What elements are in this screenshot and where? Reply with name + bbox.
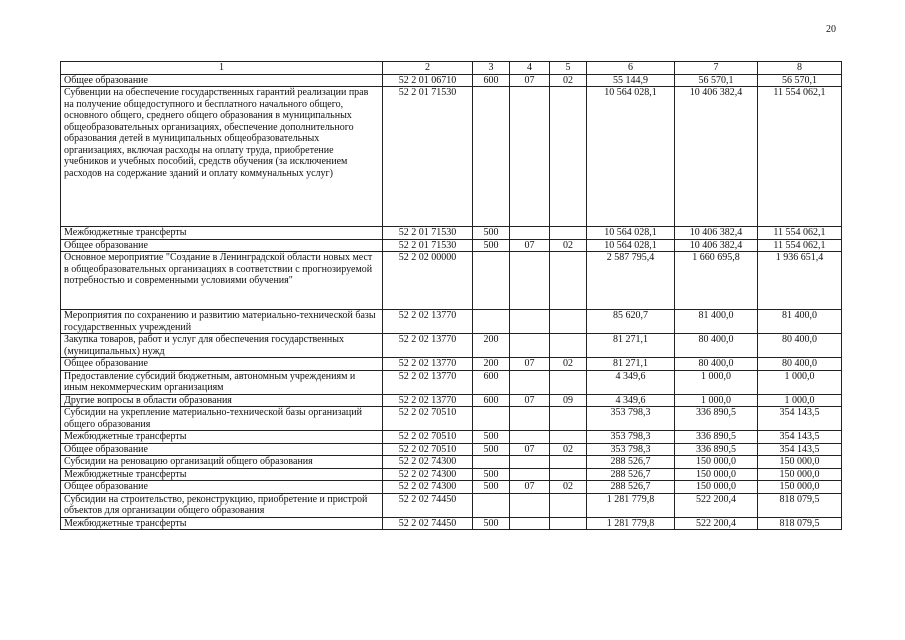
header-cell: 2: [383, 62, 473, 75]
amount-year2-cell: 10 406 382,4: [675, 227, 758, 240]
page-number: 20: [826, 24, 836, 35]
amount-year2-cell: 150 000,0: [675, 456, 758, 469]
amount-year3-cell: 80 400,0: [758, 334, 842, 358]
amount-year3-cell: 1 936 651,4: [758, 252, 842, 310]
subsection-cell: 02: [550, 358, 587, 371]
target-code-cell: 52 2 01 71530: [383, 227, 473, 240]
amount-year1-cell: 55 144,9: [587, 74, 675, 87]
amount-year2-cell: 336 890,5: [675, 443, 758, 456]
subsection-cell: 02: [550, 74, 587, 87]
expense-type-cell: 500: [473, 443, 510, 456]
table-row: [61, 358, 842, 371]
expense-type-cell: [473, 456, 510, 469]
subsection-cell: [550, 407, 587, 431]
table-row: [61, 310, 842, 334]
target-code-cell: 52 2 02 74300: [383, 456, 473, 469]
target-code-cell: 52 2 02 13770: [383, 334, 473, 358]
subsection-cell: [550, 517, 587, 530]
subsection-cell: [550, 370, 587, 394]
target-code-cell: 52 2 02 74300: [383, 468, 473, 481]
amount-year2-cell: 150 000,0: [675, 468, 758, 481]
section-cell: [510, 334, 550, 358]
expense-type-cell: 500: [473, 517, 510, 530]
section-cell: 07: [510, 394, 550, 407]
table-row: [61, 87, 842, 227]
amount-year2-cell: 522 200,4: [675, 517, 758, 530]
expense-type-cell: [473, 407, 510, 431]
amount-year3-cell: 11 554 062,1: [758, 87, 842, 227]
table-row: [61, 227, 842, 240]
target-code-cell: 52 2 01 71530: [383, 239, 473, 252]
amount-year3-cell: 11 554 062,1: [758, 239, 842, 252]
table-row: [61, 239, 842, 252]
header-cell: 6: [587, 62, 675, 75]
amount-year2-cell: 56 570,1: [675, 74, 758, 87]
header-cell: 5: [550, 62, 587, 75]
subsection-cell: [550, 227, 587, 240]
row-name-cell: Предоставление субсидий бюджетным, автономным учреждениям и иным некоммерческим организациям: [61, 370, 383, 394]
amount-year1-cell: 10 564 028,1: [587, 239, 675, 252]
target-code-cell: 52 2 02 13770: [383, 310, 473, 334]
section-cell: [510, 87, 550, 227]
expense-type-cell: [473, 87, 510, 227]
table-row: [61, 370, 842, 394]
amount-year1-cell: 353 798,3: [587, 443, 675, 456]
table-row: [61, 517, 842, 530]
amount-year2-cell: 1 000,0: [675, 394, 758, 407]
row-name-cell: Общее образование: [61, 443, 383, 456]
table-row: [61, 443, 842, 456]
row-name-cell: Другие вопросы в области образования: [61, 394, 383, 407]
amount-year3-cell: 150 000,0: [758, 456, 842, 469]
subsection-cell: [550, 468, 587, 481]
subsection-cell: [550, 334, 587, 358]
target-code-cell: 52 2 02 13770: [383, 370, 473, 394]
section-cell: 07: [510, 358, 550, 371]
subsection-cell: 02: [550, 239, 587, 252]
section-cell: 07: [510, 443, 550, 456]
amount-year2-cell: 336 890,5: [675, 431, 758, 444]
row-name-cell: Межбюджетные трансферты: [61, 517, 383, 530]
row-name-cell: Общее образование: [61, 239, 383, 252]
amount-year2-cell: 10 406 382,4: [675, 239, 758, 252]
subsection-cell: [550, 493, 587, 517]
amount-year2-cell: 150 000,0: [675, 481, 758, 494]
target-code-cell: 52 2 02 74450: [383, 517, 473, 530]
section-cell: [510, 456, 550, 469]
row-name-cell: Общее образование: [61, 358, 383, 371]
amount-year3-cell: 354 143,5: [758, 443, 842, 456]
expense-type-cell: [473, 493, 510, 517]
expense-type-cell: 500: [473, 431, 510, 444]
section-cell: [510, 493, 550, 517]
section-cell: [510, 431, 550, 444]
amount-year3-cell: 80 400,0: [758, 358, 842, 371]
section-cell: [510, 252, 550, 310]
subsection-cell: [550, 87, 587, 227]
row-name-cell: Субсидии на реновацию организаций общего образования: [61, 456, 383, 469]
section-cell: [510, 310, 550, 334]
expense-type-cell: 600: [473, 394, 510, 407]
section-cell: [510, 468, 550, 481]
section-cell: [510, 517, 550, 530]
row-name-cell: Основное мероприятие "Создание в Ленинградской области новых мест в общеобразовательных организациях в соответствии с прогнозируемой потребностью и современными условиями обучения": [61, 252, 383, 310]
expense-type-cell: 500: [473, 227, 510, 240]
header-cell: 3: [473, 62, 510, 75]
section-cell: 07: [510, 239, 550, 252]
amount-year1-cell: 2 587 795,4: [587, 252, 675, 310]
subsection-cell: [550, 431, 587, 444]
subsection-cell: [550, 252, 587, 310]
amount-year3-cell: 1 000,0: [758, 370, 842, 394]
amount-year2-cell: 1 660 695,8: [675, 252, 758, 310]
subsection-cell: [550, 310, 587, 334]
amount-year1-cell: 353 798,3: [587, 431, 675, 444]
table-row: [61, 407, 842, 431]
amount-year2-cell: 10 406 382,4: [675, 87, 758, 227]
target-code-cell: 52 2 02 00000: [383, 252, 473, 310]
amount-year3-cell: 56 570,1: [758, 74, 842, 87]
expense-type-cell: 500: [473, 481, 510, 494]
subsection-cell: 02: [550, 481, 587, 494]
amount-year1-cell: 4 349,6: [587, 394, 675, 407]
amount-year1-cell: 288 526,7: [587, 468, 675, 481]
amount-year2-cell: 80 400,0: [675, 334, 758, 358]
table-row: [61, 394, 842, 407]
header-cell: 7: [675, 62, 758, 75]
row-name-cell: Общее образование: [61, 481, 383, 494]
table-row: [61, 493, 842, 517]
target-code-cell: 52 2 02 70510: [383, 431, 473, 444]
amount-year1-cell: 4 349,6: [587, 370, 675, 394]
amount-year1-cell: 85 620,7: [587, 310, 675, 334]
table-row: [61, 252, 842, 310]
amount-year3-cell: 11 554 062,1: [758, 227, 842, 240]
amount-year3-cell: 81 400,0: [758, 310, 842, 334]
table-row: [61, 468, 842, 481]
expense-type-cell: 500: [473, 239, 510, 252]
row-name-cell: Общее образование: [61, 74, 383, 87]
table-row: [61, 456, 842, 469]
row-name-cell: Субсидии на строительство, реконструкцию, приобретение и пристрой объектов для организации общего образования: [61, 493, 383, 517]
amount-year3-cell: 818 079,5: [758, 493, 842, 517]
amount-year2-cell: 80 400,0: [675, 358, 758, 371]
amount-year1-cell: 1 281 779,8: [587, 493, 675, 517]
subsection-cell: [550, 456, 587, 469]
amount-year3-cell: 354 143,5: [758, 431, 842, 444]
amount-year3-cell: 818 079,5: [758, 517, 842, 530]
subsection-cell: 02: [550, 443, 587, 456]
amount-year3-cell: 1 000,0: [758, 394, 842, 407]
row-name-cell: Закупка товаров, работ и услуг для обеспечения государственных (муниципальных) нужд: [61, 334, 383, 358]
row-name-cell: Межбюджетные трансферты: [61, 468, 383, 481]
amount-year1-cell: 353 798,3: [587, 407, 675, 431]
expense-type-cell: 200: [473, 358, 510, 371]
target-code-cell: 52 2 02 74450: [383, 493, 473, 517]
target-code-cell: 52 2 02 74300: [383, 481, 473, 494]
amount-year2-cell: 336 890,5: [675, 407, 758, 431]
row-name-cell: Мероприятия по сохранению и развитию материально-технической базы государственных учреждений: [61, 310, 383, 334]
target-code-cell: 52 2 02 13770: [383, 394, 473, 407]
table-row: [61, 481, 842, 494]
expense-type-cell: 600: [473, 370, 510, 394]
section-cell: 07: [510, 481, 550, 494]
expense-type-cell: [473, 252, 510, 310]
amount-year1-cell: 81 271,1: [587, 358, 675, 371]
row-name-cell: Межбюджетные трансферты: [61, 227, 383, 240]
table-row: [61, 74, 842, 87]
expense-type-cell: 200: [473, 334, 510, 358]
header-cell: 8: [758, 62, 842, 75]
section-cell: [510, 227, 550, 240]
section-cell: 07: [510, 74, 550, 87]
target-code-cell: 52 2 02 13770: [383, 358, 473, 371]
amount-year2-cell: 81 400,0: [675, 310, 758, 334]
target-code-cell: 52 2 02 70510: [383, 407, 473, 431]
row-name-cell: Субвенции на обеспечение государственных гарантий реализации прав на получение общедоступного и бесплатного начального общего, основного общего, среднего общего образования в муниципальных общеобразовательных организациях, обеспечение дополнительного образования детей в муниципальных общеобразовательных организациях, включая расходы на оплату труда, приобретение учебников и учебных пособий, средств обучения (за исключением расходов на содержание зданий и оплату коммунальных услуг): [61, 87, 383, 227]
target-code-cell: 52 2 02 70510: [383, 443, 473, 456]
amount-year1-cell: 288 526,7: [587, 456, 675, 469]
target-code-cell: 52 2 01 06710: [383, 74, 473, 87]
amount-year3-cell: 354 143,5: [758, 407, 842, 431]
amount-year2-cell: 522 200,4: [675, 493, 758, 517]
amount-year2-cell: 1 000,0: [675, 370, 758, 394]
amount-year1-cell: 10 564 028,1: [587, 227, 675, 240]
amount-year1-cell: 288 526,7: [587, 481, 675, 494]
subsection-cell: 09: [550, 394, 587, 407]
target-code-cell: 52 2 01 71530: [383, 87, 473, 227]
amount-year3-cell: 150 000,0: [758, 468, 842, 481]
expense-type-cell: 600: [473, 74, 510, 87]
budget-table: [60, 61, 842, 530]
table-row: [61, 334, 842, 358]
amount-year1-cell: 1 281 779,8: [587, 517, 675, 530]
amount-year1-cell: 81 271,1: [587, 334, 675, 358]
amount-year3-cell: 150 000,0: [758, 481, 842, 494]
expense-type-cell: [473, 310, 510, 334]
row-name-cell: Субсидии на укрепление материально-технической базы организаций общего образования: [61, 407, 383, 431]
section-cell: [510, 370, 550, 394]
table-row: [61, 431, 842, 444]
header-cell: 1: [61, 62, 383, 75]
header-row: [61, 62, 842, 75]
expense-type-cell: 500: [473, 468, 510, 481]
amount-year1-cell: 10 564 028,1: [587, 87, 675, 227]
row-name-cell: Межбюджетные трансферты: [61, 431, 383, 444]
section-cell: [510, 407, 550, 431]
header-cell: 4: [510, 62, 550, 75]
